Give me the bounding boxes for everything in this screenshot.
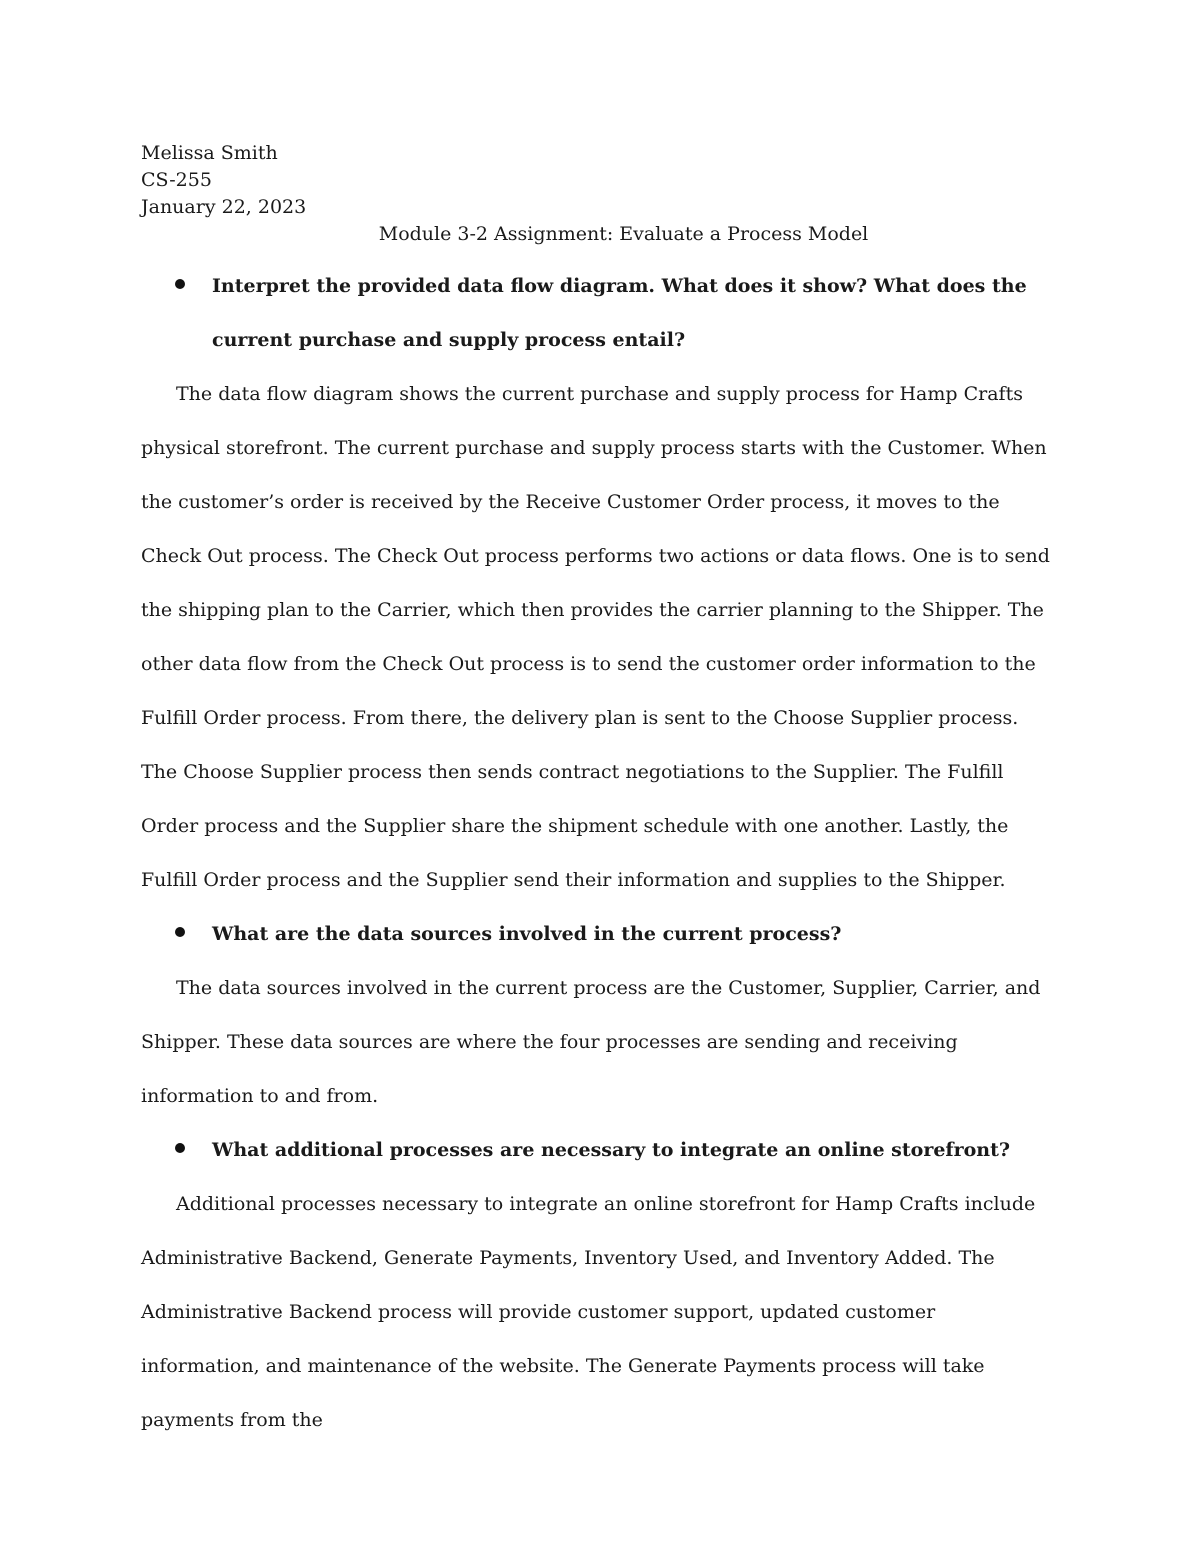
course-code: CS-255 (141, 169, 212, 191)
question-3-text: What additional processes are necessary to integrate an online storefront? (212, 1139, 1010, 1161)
question-2-text: What are the data sources involved in the current process? (212, 923, 842, 945)
question-2 (141, 907, 1056, 961)
document-title: Module 3-2 Assignment: Evaluate a Process Model (378, 223, 869, 245)
answer-1: The data flow diagram shows the current purchase and supply process for Hamp Crafts physical storefront. The current purchase and supply process starts with the Customer. When the customer’s order is received by the Receive Customer Order process, it moves to the Check Out process. The Check Out process performs two actions or data flows. One is to send the shipping plan to the Carrier, which then provides the carrier planning to the Shipper. The other data flow from the Check Out process is to send the customer order information to the Fulfill Order process. From there, the delivery plan is sent to the Choose Supplier process. The Choose Supplier process then sends contract negotiations to the Supplier. The Fulfill Order process and the Supplier share the shipment schedule with one another. Lastly, the Fulfill Order process and the Supplier send their information and supplies to the Shipper. (141, 383, 1050, 891)
question-1-text: Interpret the provided data flow diagram. What does it show? What does the current purchase and supply process entail? (212, 275, 1027, 351)
bullet-icon (175, 279, 185, 289)
bullet-icon (175, 927, 185, 937)
question-1 (141, 259, 1056, 367)
document-page (141, 140, 1056, 1447)
author-name: Melissa Smith (141, 142, 278, 164)
answer-3: Additional processes necessary to integrate an online storefront for Hamp Crafts include Administrative Backend, Generate Payments, Inventory Used, and Inventory Added. The Administrative Backend process will provide customer support, updated customer information, and maintenance of the website. The Generate Payments process will take payments from the (141, 1193, 1036, 1431)
question-3 (141, 1123, 1056, 1177)
answer-2: The data sources involved in the current process are the Customer, Supplier, Carrier, and Shipper. These data sources are where the four processes are sending and receiving information to and from. (141, 977, 1041, 1107)
bullet-icon (175, 1143, 185, 1153)
document-date: January 22, 2023 (141, 196, 307, 218)
